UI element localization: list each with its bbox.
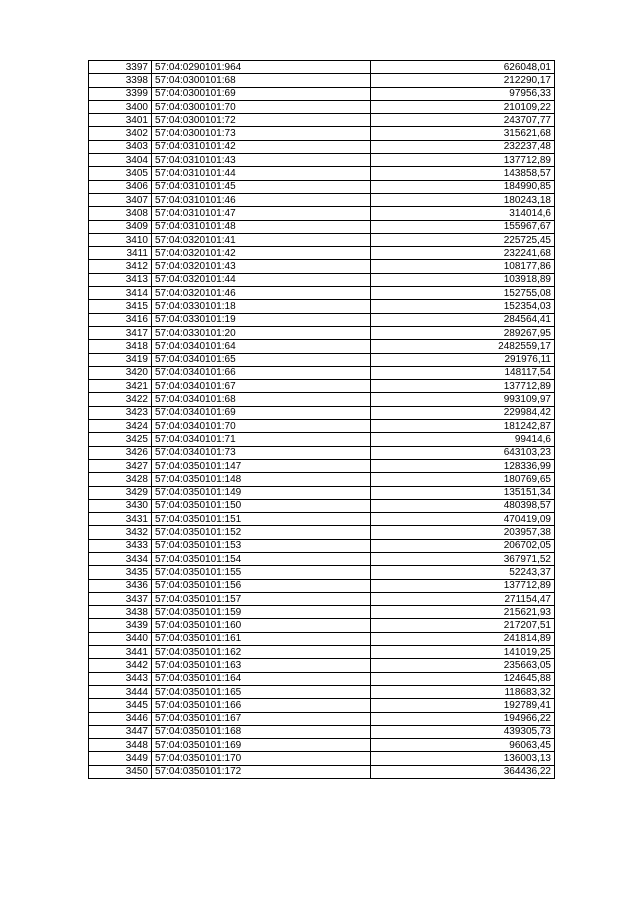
value: 2482559,17 xyxy=(371,340,555,353)
table-row xyxy=(89,393,555,406)
cadastral-number: 57:04:0340101:71 xyxy=(152,433,371,446)
table-row xyxy=(89,87,555,100)
row-number: 3444 xyxy=(89,685,152,698)
table-row xyxy=(89,220,555,233)
table-row xyxy=(89,61,555,74)
cadastral-number: 57:04:0320101:42 xyxy=(152,247,371,260)
row-number: 3440 xyxy=(89,632,152,645)
cadastral-number: 57:04:0350101:152 xyxy=(152,526,371,539)
value: 217207,51 xyxy=(371,619,555,632)
table-row xyxy=(89,247,555,260)
row-number: 3436 xyxy=(89,579,152,592)
value: 243707,77 xyxy=(371,114,555,127)
table-row xyxy=(89,579,555,592)
value: 135151,34 xyxy=(371,486,555,499)
value: 315621,68 xyxy=(371,127,555,140)
row-number: 3397 xyxy=(89,61,152,74)
table-row xyxy=(89,566,555,579)
value: 180243,18 xyxy=(371,193,555,206)
table-row xyxy=(89,752,555,765)
cadastral-number: 57:04:0350101:165 xyxy=(152,685,371,698)
row-number: 3423 xyxy=(89,406,152,419)
cadastral-number: 57:04:0310101:46 xyxy=(152,193,371,206)
cadastral-number: 57:04:0350101:162 xyxy=(152,646,371,659)
value: 225725,45 xyxy=(371,233,555,246)
value: 470419,09 xyxy=(371,513,555,526)
row-number: 3412 xyxy=(89,260,152,273)
table-row xyxy=(89,193,555,206)
value: 180769,65 xyxy=(371,473,555,486)
table-row xyxy=(89,180,555,193)
table-row xyxy=(89,127,555,140)
value: 212290,17 xyxy=(371,74,555,87)
row-number: 3413 xyxy=(89,273,152,286)
table-row xyxy=(89,300,555,313)
cadastral-number: 57:04:0350101:172 xyxy=(152,765,371,778)
table-row xyxy=(89,313,555,326)
row-number: 3403 xyxy=(89,140,152,153)
row-number: 3409 xyxy=(89,220,152,233)
row-number: 3429 xyxy=(89,486,152,499)
value: 108177,86 xyxy=(371,260,555,273)
table-row xyxy=(89,646,555,659)
table-row xyxy=(89,273,555,286)
cadastral-number: 57:04:0340101:69 xyxy=(152,406,371,419)
value: 232241,68 xyxy=(371,247,555,260)
cadastral-number: 57:04:0340101:73 xyxy=(152,446,371,459)
table-row xyxy=(89,420,555,433)
row-number: 3441 xyxy=(89,646,152,659)
table-row xyxy=(89,366,555,379)
table-row xyxy=(89,685,555,698)
cadastral-number: 57:04:0350101:161 xyxy=(152,632,371,645)
value: 215621,93 xyxy=(371,606,555,619)
table-row xyxy=(89,114,555,127)
cadastral-number: 57:04:0320101:44 xyxy=(152,273,371,286)
value: 439305,73 xyxy=(371,725,555,738)
row-number: 3415 xyxy=(89,300,152,313)
cadastral-number: 57:04:0320101:41 xyxy=(152,233,371,246)
table-row xyxy=(89,433,555,446)
row-number: 3426 xyxy=(89,446,152,459)
cadastral-number: 57:04:0320101:46 xyxy=(152,287,371,300)
row-number: 3421 xyxy=(89,380,152,393)
cadastral-number: 57:04:0350101:163 xyxy=(152,659,371,672)
row-number: 3410 xyxy=(89,233,152,246)
table-row xyxy=(89,539,555,552)
value: 99414,6 xyxy=(371,433,555,446)
cadastral-number: 57:04:0340101:64 xyxy=(152,340,371,353)
cadastral-number: 57:04:0330101:18 xyxy=(152,300,371,313)
cadastral-number: 57:04:0300101:73 xyxy=(152,127,371,140)
table-row xyxy=(89,592,555,605)
cadastral-number: 57:04:0310101:45 xyxy=(152,180,371,193)
row-number: 3438 xyxy=(89,606,152,619)
row-number: 3445 xyxy=(89,699,152,712)
value: 364436,22 xyxy=(371,765,555,778)
cadastral-number: 57:04:0330101:20 xyxy=(152,326,371,339)
cadastral-number: 57:04:0350101:159 xyxy=(152,606,371,619)
cadastral-table xyxy=(88,60,555,779)
value: 241814,89 xyxy=(371,632,555,645)
row-number: 3405 xyxy=(89,167,152,180)
row-number: 3448 xyxy=(89,739,152,752)
value: 271154,47 xyxy=(371,592,555,605)
value: 137712,89 xyxy=(371,579,555,592)
table-row xyxy=(89,380,555,393)
table-row xyxy=(89,233,555,246)
cadastral-number: 57:04:0350101:148 xyxy=(152,473,371,486)
value: 235663,05 xyxy=(371,659,555,672)
value: 184990,85 xyxy=(371,180,555,193)
table-row xyxy=(89,499,555,512)
cadastral-number: 57:04:0350101:155 xyxy=(152,566,371,579)
value: 52243,37 xyxy=(371,566,555,579)
value: 137712,89 xyxy=(371,380,555,393)
value: 137712,89 xyxy=(371,154,555,167)
row-number: 3407 xyxy=(89,193,152,206)
table-row xyxy=(89,459,555,472)
cadastral-number: 57:04:0350101:151 xyxy=(152,513,371,526)
cadastral-number: 57:04:0350101:147 xyxy=(152,459,371,472)
value: 128336,99 xyxy=(371,459,555,472)
cadastral-number: 57:04:0300101:70 xyxy=(152,100,371,113)
row-number: 3435 xyxy=(89,566,152,579)
row-number: 3401 xyxy=(89,114,152,127)
table-row xyxy=(89,486,555,499)
row-number: 3404 xyxy=(89,154,152,167)
table-row xyxy=(89,340,555,353)
value: 136003,13 xyxy=(371,752,555,765)
row-number: 3439 xyxy=(89,619,152,632)
row-number: 3430 xyxy=(89,499,152,512)
cadastral-number: 57:04:0310101:44 xyxy=(152,167,371,180)
table-row xyxy=(89,74,555,87)
row-number: 3443 xyxy=(89,672,152,685)
row-number: 3418 xyxy=(89,340,152,353)
table-row xyxy=(89,260,555,273)
row-number: 3402 xyxy=(89,127,152,140)
cadastral-number: 57:04:0350101:154 xyxy=(152,552,371,565)
cadastral-number: 57:04:0340101:67 xyxy=(152,380,371,393)
row-number: 3398 xyxy=(89,74,152,87)
cadastral-number: 57:04:0330101:19 xyxy=(152,313,371,326)
row-number: 3434 xyxy=(89,552,152,565)
table-row xyxy=(89,606,555,619)
table-row xyxy=(89,552,555,565)
table-body xyxy=(89,61,555,779)
row-number: 3446 xyxy=(89,712,152,725)
cadastral-number: 57:04:0340101:65 xyxy=(152,353,371,366)
cadastral-number: 57:04:0350101:156 xyxy=(152,579,371,592)
table-row xyxy=(89,526,555,539)
table-row xyxy=(89,739,555,752)
value: 291976,11 xyxy=(371,353,555,366)
value: 152755,08 xyxy=(371,287,555,300)
cadastral-number: 57:04:0310101:42 xyxy=(152,140,371,153)
table-row xyxy=(89,699,555,712)
row-number: 3449 xyxy=(89,752,152,765)
table-row xyxy=(89,154,555,167)
value: 284564,41 xyxy=(371,313,555,326)
value: 97956,33 xyxy=(371,87,555,100)
table-row xyxy=(89,207,555,220)
cadastral-number: 57:04:0300101:72 xyxy=(152,114,371,127)
table-row xyxy=(89,712,555,725)
value: 210109,22 xyxy=(371,100,555,113)
row-number: 3414 xyxy=(89,287,152,300)
row-number: 3425 xyxy=(89,433,152,446)
table-row xyxy=(89,619,555,632)
value: 314014,6 xyxy=(371,207,555,220)
cadastral-number: 57:04:0350101:153 xyxy=(152,539,371,552)
value: 203957,38 xyxy=(371,526,555,539)
value: 993109,97 xyxy=(371,393,555,406)
row-number: 3437 xyxy=(89,592,152,605)
cadastral-number: 57:04:0350101:166 xyxy=(152,699,371,712)
cadastral-number: 57:04:0350101:169 xyxy=(152,739,371,752)
cadastral-number: 57:04:0350101:149 xyxy=(152,486,371,499)
value: 118683,32 xyxy=(371,685,555,698)
value: 148117,54 xyxy=(371,366,555,379)
cadastral-number: 57:04:0350101:167 xyxy=(152,712,371,725)
table-row xyxy=(89,659,555,672)
cadastral-number: 57:04:0340101:66 xyxy=(152,366,371,379)
row-number: 3450 xyxy=(89,765,152,778)
value: 152354,03 xyxy=(371,300,555,313)
row-number: 3417 xyxy=(89,326,152,339)
cadastral-number: 57:04:0320101:43 xyxy=(152,260,371,273)
row-number: 3400 xyxy=(89,100,152,113)
cadastral-number: 57:04:0350101:170 xyxy=(152,752,371,765)
row-number: 3427 xyxy=(89,459,152,472)
value: 181242,87 xyxy=(371,420,555,433)
value: 289267,95 xyxy=(371,326,555,339)
table-row xyxy=(89,725,555,738)
value: 124645,88 xyxy=(371,672,555,685)
cadastral-number: 57:04:0350101:160 xyxy=(152,619,371,632)
table-row xyxy=(89,100,555,113)
cadastral-number: 57:04:0310101:43 xyxy=(152,154,371,167)
value: 103918,89 xyxy=(371,273,555,286)
row-number: 3416 xyxy=(89,313,152,326)
table-row xyxy=(89,326,555,339)
table-row xyxy=(89,513,555,526)
row-number: 3431 xyxy=(89,513,152,526)
row-number: 3424 xyxy=(89,420,152,433)
value: 155967,67 xyxy=(371,220,555,233)
cadastral-number: 57:04:0340101:70 xyxy=(152,420,371,433)
cadastral-number: 57:04:0340101:68 xyxy=(152,393,371,406)
row-number: 3447 xyxy=(89,725,152,738)
cadastral-number: 57:04:0350101:157 xyxy=(152,592,371,605)
row-number: 3399 xyxy=(89,87,152,100)
cadastral-number: 57:04:0300101:68 xyxy=(152,74,371,87)
value: 143858,57 xyxy=(371,167,555,180)
value: 643103,23 xyxy=(371,446,555,459)
cadastral-number: 57:04:0290101:964 xyxy=(152,61,371,74)
table-row xyxy=(89,473,555,486)
row-number: 3419 xyxy=(89,353,152,366)
table-row xyxy=(89,446,555,459)
row-number: 3411 xyxy=(89,247,152,260)
row-number: 3428 xyxy=(89,473,152,486)
table-row xyxy=(89,765,555,778)
cadastral-number: 57:04:0350101:150 xyxy=(152,499,371,512)
value: 96063,45 xyxy=(371,739,555,752)
table-row xyxy=(89,167,555,180)
table-row xyxy=(89,287,555,300)
value: 232237,48 xyxy=(371,140,555,153)
value: 626048,01 xyxy=(371,61,555,74)
cadastral-number: 57:04:0350101:164 xyxy=(152,672,371,685)
row-number: 3422 xyxy=(89,393,152,406)
cadastral-number: 57:04:0310101:48 xyxy=(152,220,371,233)
row-number: 3406 xyxy=(89,180,152,193)
cadastral-number: 57:04:0310101:47 xyxy=(152,207,371,220)
value: 229984,42 xyxy=(371,406,555,419)
value: 194966,22 xyxy=(371,712,555,725)
value: 480398,57 xyxy=(371,499,555,512)
table-row xyxy=(89,672,555,685)
row-number: 3442 xyxy=(89,659,152,672)
table-row xyxy=(89,406,555,419)
table-row xyxy=(89,632,555,645)
row-number: 3408 xyxy=(89,207,152,220)
row-number: 3432 xyxy=(89,526,152,539)
cadastral-number: 57:04:0350101:168 xyxy=(152,725,371,738)
value: 141019,25 xyxy=(371,646,555,659)
cadastral-number: 57:04:0300101:69 xyxy=(152,87,371,100)
value: 192789,41 xyxy=(371,699,555,712)
table-row xyxy=(89,140,555,153)
table-row xyxy=(89,353,555,366)
value: 206702,05 xyxy=(371,539,555,552)
value: 367971,52 xyxy=(371,552,555,565)
row-number: 3433 xyxy=(89,539,152,552)
row-number: 3420 xyxy=(89,366,152,379)
